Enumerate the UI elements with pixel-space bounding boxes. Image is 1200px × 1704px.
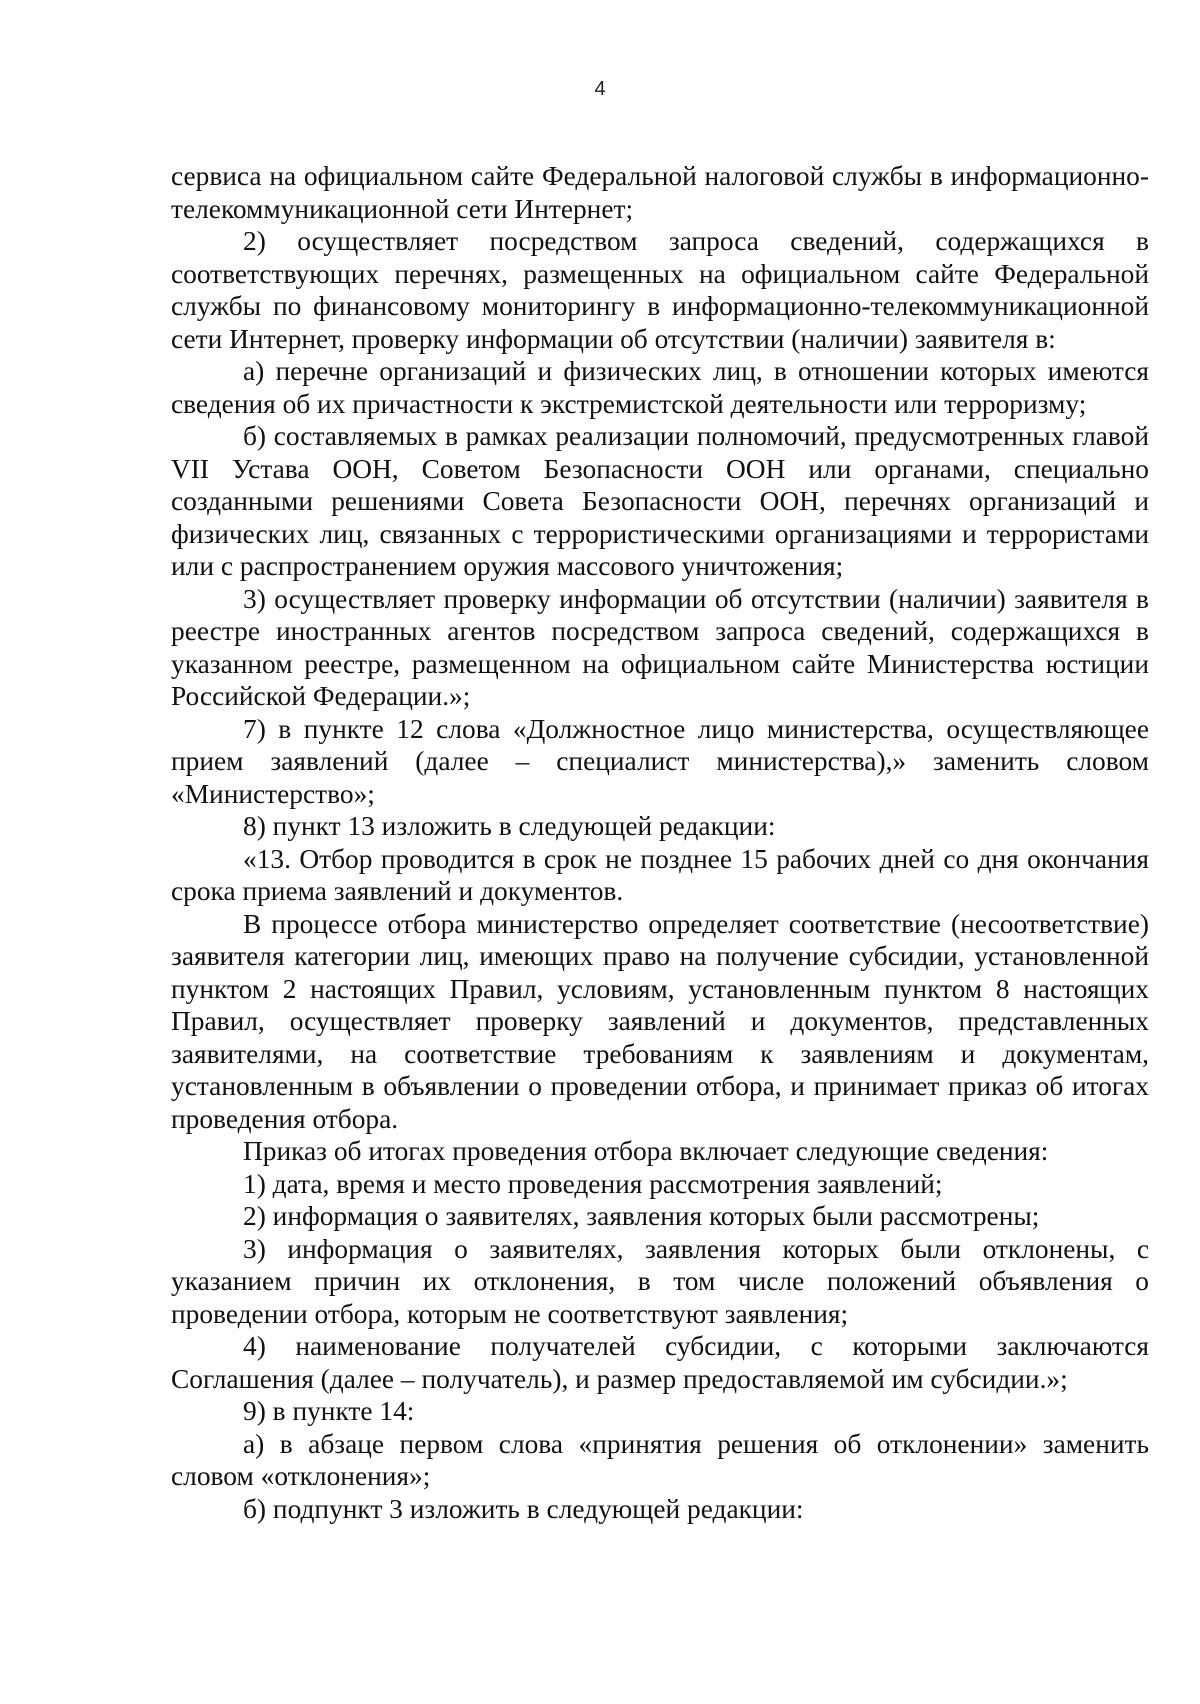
paragraph: «13. Отбор проводится в срок не позднее 15 рабочих дней со дня окончания срока приема заявлений и документов. (171, 843, 1149, 906)
paragraph: 9) в пункте 14: (243, 1396, 415, 1426)
paragraph: б) составляемых в рамках реализации полномочий, предусмотренных главой VII Устава ООН, Советом Безопасности ООН или органами, специально созданными решениями Совета Безопасности ООН, перечнях организаций и физических лиц, связанных с террористическими организациями и террористами или с распространением оружия массового уничтожения; (171, 421, 1149, 581)
paragraph: а) в абзаце первом слова «принятия решения об отклонении» заменить словом «отклонения»; (171, 1428, 1149, 1491)
document-body (171, 160, 1149, 1525)
paragraph: 7) в пункте 12 слова «Должностное лицо министерства, осуществляющее прием заявлений (далее – специалист министерства),» заменить словом «Министерство»; (171, 713, 1149, 809)
paragraph: 4) наименование получателей субсидии, с которыми заключаются Соглашения (далее – получатель), и размер предоставляемой им субсидии.»; (171, 1331, 1149, 1394)
paragraph: 8) пункт 13 изложить в следующей редакции: (243, 811, 776, 841)
paragraph: 2) осуществляет посредством запроса сведений, содержащихся в соответствующих перечнях, размещенных на официальном сайте Федеральной службы по финансовому мониторингу в информационно-телекоммуникационной сети Интернет, проверку информации об отсутствии (наличии) заявителя в: (171, 226, 1149, 354)
paragraph: Приказ об итогах проведения отбора включает следующие сведения: (243, 1136, 1049, 1166)
page-number: 4 (594, 78, 606, 100)
paragraph: 1) дата, время и место проведения рассмотрения заявлений; (243, 1168, 943, 1199)
paragraph: б) подпункт 3 изложить в следующей редакции: (243, 1493, 804, 1524)
paragraph: В процессе отбора министерство определяет соответствие (несоответствие) заявителя категории лиц, имеющих право на получение субсидии, установленной пунктом 2 настоящих Правил, условиям, установленным пунктом 8 настоящих Правил, осуществляет проверку заявлений и документов, представленных заявителями, на соответствие требованиям к заявлениям и документам, установленным в объявлении о проведении отбора, и принимает приказ об итогах проведения отбора. (171, 908, 1149, 1134)
paragraph: 3) информация о заявителях, заявления которых были отклонены, с указанием причин их отклонения, в том числе положений объявления о проведении отбора, которым не соответствуют заявления; (171, 1233, 1149, 1329)
paragraph: 3) осуществляет проверку информации об отсутствии (наличии) заявителя в реестре иностранных агентов посредством запроса сведений, содержащихся в указанном реестре, размещенном на официальном сайте Министерства юстиции Российской Федерации.»; (171, 583, 1149, 711)
paragraph: 2) информация о заявителях, заявления которых были рассмотрены; (243, 1201, 1040, 1231)
paragraph: сервиса на официальном сайте Федеральной налоговой службы в информационно-телекоммуникационной сети Интернет; (171, 161, 1149, 224)
paragraph: а) перечне организаций и физических лиц, в отношении которых имеются сведения об их причастности к экстремистской деятельности или терроризму; (171, 356, 1149, 419)
